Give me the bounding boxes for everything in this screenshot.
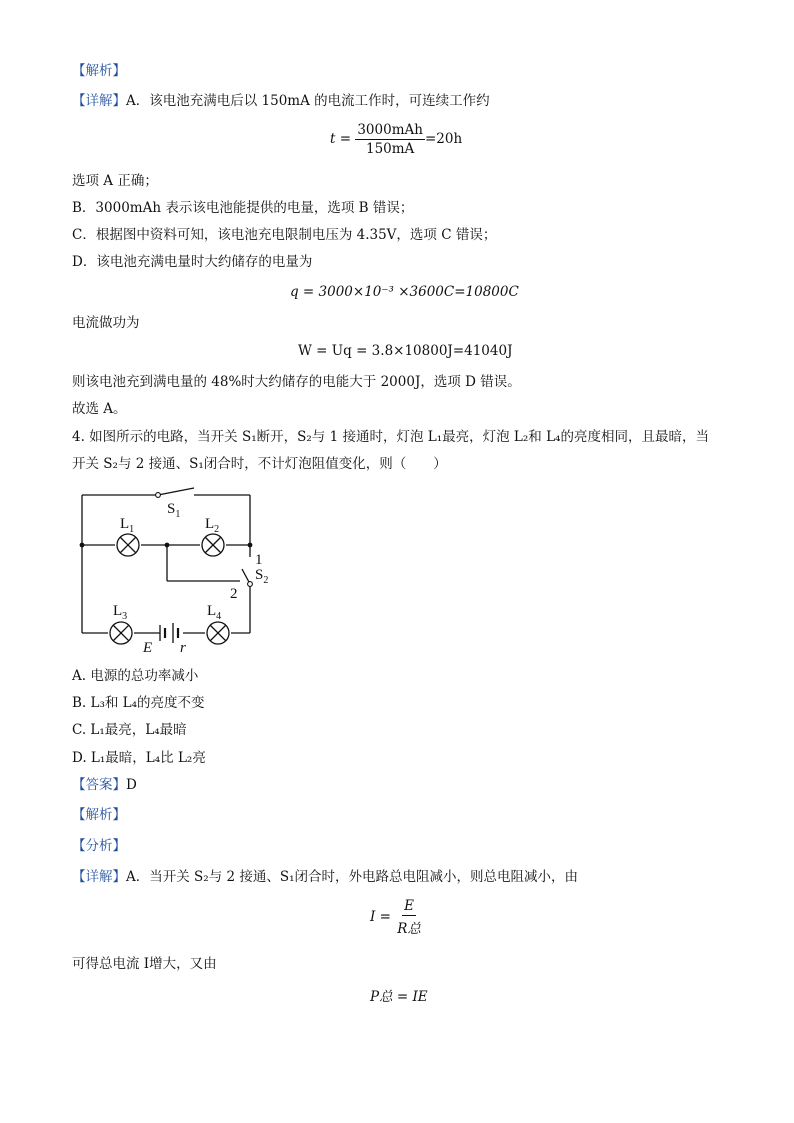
eq-t-lhs: t [330, 131, 336, 147]
q4-option-d: D. L₁最暗，L₄比 L₂亮 [72, 750, 206, 766]
q4-answer-line [72, 776, 137, 794]
eq-i-fraction [395, 898, 423, 937]
terminal-1-label: 1 [255, 552, 263, 568]
detail-paragraph [72, 92, 490, 110]
s2-label: $S_2$ [255, 567, 269, 586]
q4-option-c: C. L₁最亮，L₄最暗 [72, 722, 187, 738]
internal-resistance-label: r [180, 640, 186, 656]
q4-detail-text: A．当开关 S₂与 2 接通、S₁闭合时，外电路总电阻减小，则总电阻减小，由 [126, 869, 579, 885]
emf-label: E [143, 640, 153, 656]
equation-q: q = 3000×10⁻³ ×3600C=10800C [290, 284, 519, 300]
l3-label: $L_3$ [113, 603, 128, 622]
q4-detail-tag: 【详解】 [72, 869, 126, 885]
q4-stem-line2: 开关 S₂与 2 接通、S₁闭合时，不计灯泡阻值变化，则（ ） [72, 456, 447, 472]
detail-text: A．该电池充满电后以 150mA 的电流工作时，可连续工作约 [126, 93, 490, 109]
circuit-diagram [70, 485, 285, 660]
equation-t: t = $\frac{\text{3000mAh}}{150mA}$ =20h [330, 122, 463, 157]
q4-option-a: A. 电源的总功率减小 [72, 668, 199, 684]
q4-option-b: B. L₃和 L₄的亮度不变 [72, 695, 205, 711]
equation-i: I = $\frac{E}{\text{R总}}$ [370, 898, 421, 937]
q4-fenxi-tag: 【分析】 [72, 838, 126, 854]
l2-label: $L_2$ [205, 516, 220, 535]
equation-w: W = Uq = 3.8×10800J=41040J [298, 343, 513, 359]
option-c-explain: C．根据图中资料可知，该电池充电限制电压为 4.35V，选项 C 错误； [72, 227, 497, 243]
option-a-result: 选项 A 正确； [72, 173, 158, 189]
eq-t-numerator: 3000mAh [357, 122, 423, 138]
eq-i-numerator: E [404, 898, 415, 914]
conclusion-line: 则该电池充到满电量的 48%时大约储存的电能大于 2000J，选项 D 错误。 [72, 374, 521, 390]
choice-line: 故选 A。 [72, 401, 127, 417]
answer-value: D [126, 777, 137, 793]
work-line: 电流做功为 [72, 315, 140, 331]
analysis-tag: 【解析】 [72, 63, 126, 79]
l1-label: $L_1$ [120, 516, 135, 535]
l4-label: $L_4$ [207, 603, 222, 622]
terminal-2-label: 2 [230, 586, 238, 602]
detail-tag: 【详解】 [72, 93, 126, 109]
s1-label: $S_1$ [167, 501, 181, 520]
eq-i-lhs: I [370, 909, 376, 925]
eq-i-denominator: R总 [397, 921, 421, 937]
answer-tag: 【答案】 [72, 777, 126, 793]
option-b-explain: B．3000mAh 表示该电池能提供的电量，选项 B 错误； [72, 200, 414, 216]
q4-stem-line1: 4. 如图所示的电路，当开关 S₁断开，S₂与 1 接通时，灯泡 L₁最亮，灯泡 L₂和 L₄的亮度相同，且最暗，当 [72, 429, 709, 445]
q4-after-equation: 可得总电流 I增大，又由 [72, 956, 217, 972]
equation-p: P总 = IE [370, 989, 428, 1005]
eq-t-denominator: 150mA [365, 141, 415, 157]
eq-t-fraction [355, 122, 425, 157]
q4-analysis-tag: 【解析】 [72, 807, 126, 823]
eq-t-rhs: =20h [424, 131, 463, 147]
q4-detail-paragraph [72, 868, 578, 886]
option-d-explain: D．该电池充满电量时大约储存的电量为 [72, 254, 313, 270]
